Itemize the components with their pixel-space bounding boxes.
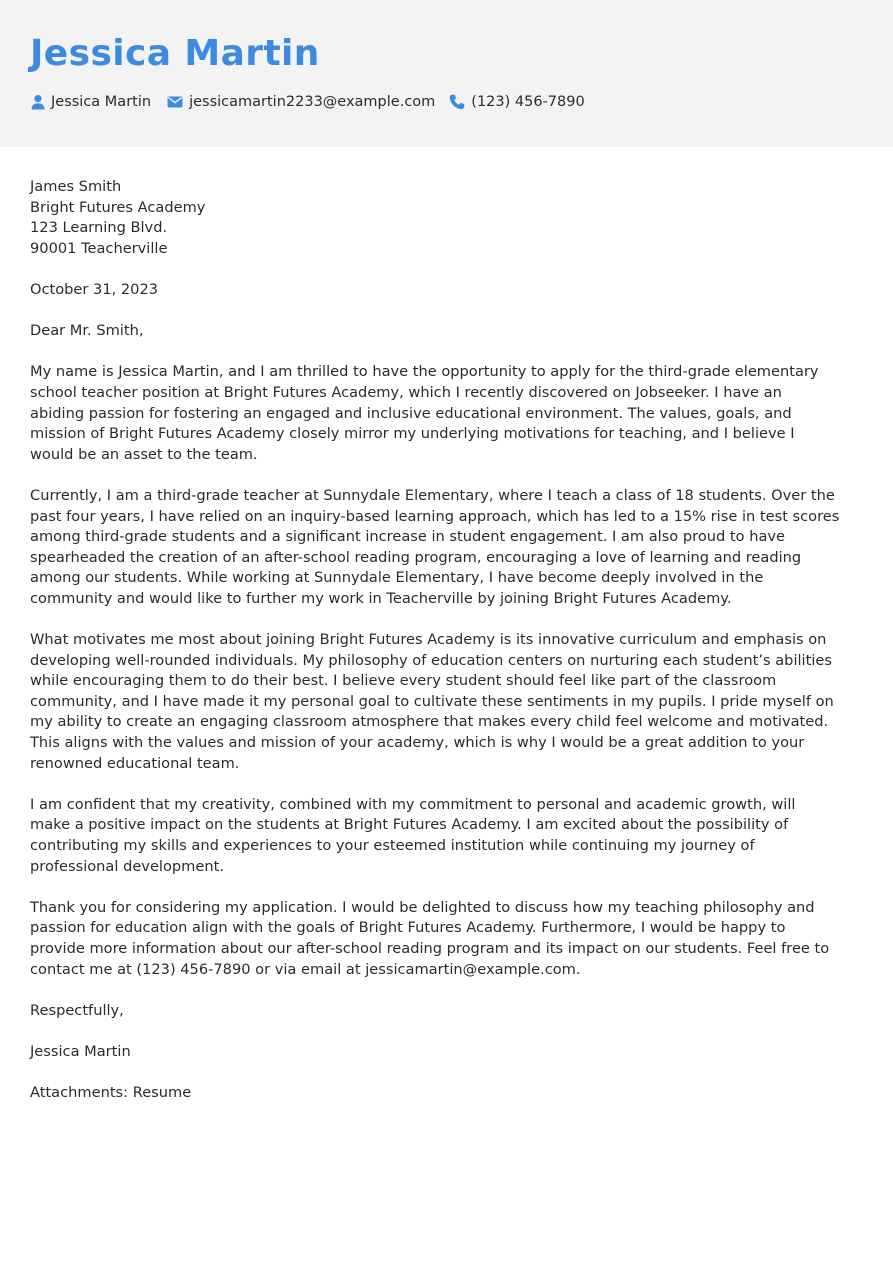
paragraph-line: make a positive impact on the students at Bright Futures Academy. I am excited about the possibility of bbox=[30, 816, 789, 834]
contact-email[interactable] bbox=[167, 94, 435, 110]
contact-phone-text[interactable]: (123) 456-7890 bbox=[471, 94, 585, 110]
paragraph-line: developing well-rounded individuals. My philosophy of education centers on nurturing each student’s abilities bbox=[30, 651, 832, 669]
paragraph-line: would be an asset to the team. bbox=[30, 445, 258, 463]
paragraph-line: abiding passion for fostering an engaged and inclusive educational environment. The values, goals, and bbox=[30, 404, 792, 422]
paragraph-line: professional development. bbox=[30, 857, 224, 875]
closing: Respectfully, bbox=[30, 1001, 124, 1019]
paragraph-line: provide more information about our after-school reading program and its impact on our students. Feel free to bbox=[30, 939, 830, 957]
signature: Jessica Martin bbox=[30, 1042, 131, 1060]
recipient-city: 90001 Teacherville bbox=[30, 239, 168, 257]
paragraph-line: My name is Jessica Martin, and I am thrilled to have the opportunity to apply for the third-grade elementary bbox=[30, 363, 819, 381]
paragraph-line: This aligns with the values and mission of your academy, which is why I would be a great addition to your bbox=[30, 734, 805, 752]
envelope-icon bbox=[167, 94, 183, 110]
paragraph-line: while encouraging them to do their best. I believe every student should feel like part of the classroom bbox=[30, 672, 777, 690]
contact-email-text[interactable]: jessicamartin2233@example.com bbox=[189, 94, 436, 110]
user-icon bbox=[30, 94, 46, 110]
paragraph-line: I am confident that my creativity, combined with my commitment to personal and academic growth, will bbox=[30, 795, 796, 813]
paragraph-line: among third-grade students and a significant increase in student engagement. I am also proud to have bbox=[30, 528, 785, 546]
recipient-address bbox=[30, 177, 862, 259]
paragraph-line: spearheaded the creation of an after-school reading program, encouraging a love of learning and reading bbox=[30, 548, 802, 566]
paragraph-experience bbox=[30, 486, 862, 610]
contact-name-text: Jessica Martin bbox=[51, 94, 152, 110]
paragraph-line: my ability to create an engaging classroom atmosphere that makes every child feel welcome and motivated. bbox=[30, 713, 829, 731]
paragraph-line: Thank you for considering my application. I would be delighted to discuss how my teaching philosophy and bbox=[30, 898, 815, 916]
paragraph-line: Currently, I am a third-grade teacher at Sunnydale Elementary, where I teach a class of 18 students. Over the bbox=[30, 486, 835, 504]
paragraph-line: renowned educational team. bbox=[30, 754, 240, 772]
letter-date: October 31, 2023 bbox=[30, 280, 159, 298]
contact-info bbox=[30, 92, 585, 112]
paragraph-line: past four years, I have relied on an inquiry-based learning approach, which has led to a 15% rise in test scores bbox=[30, 507, 840, 525]
applicant-name: Jessica Martin bbox=[30, 33, 320, 74]
phone-icon bbox=[449, 94, 465, 110]
recipient-organization: Bright Futures Academy bbox=[30, 198, 206, 216]
contact-name bbox=[30, 94, 151, 110]
paragraph-line: school teacher position at Bright Futures Academy, which I recently discovered on Jobseeker. I have an bbox=[30, 383, 782, 401]
paragraph-line: among our students. While working at Sunnydale Elementary, I have become deeply involved in the bbox=[30, 569, 764, 587]
letter-body bbox=[30, 177, 862, 1124]
paragraph-line: community, and I have made it my personal goal to cultivate these sentiments in my pupils. I pride myself on bbox=[30, 692, 834, 710]
paragraph-line: contributing my skills and experiences to your esteemed institution while continuing my journey of bbox=[30, 837, 755, 854]
paragraph-line: community and would like to further my work in Teacherville by joining Bright Futures Academy. bbox=[30, 589, 732, 607]
attachments: Attachments: Resume bbox=[30, 1084, 192, 1102]
paragraph-intro bbox=[30, 362, 862, 465]
paragraph-line: passion for education align with the goals of Bright Futures Academy. Furthermore, I would be happy to bbox=[30, 919, 786, 937]
paragraph-line: contact me at (123) 456-7890 or via email at jessicamartin@example.com. bbox=[30, 960, 581, 978]
paragraph-line: mission of Bright Futures Academy closely mirror my underlying motivations for teaching, and I believe I bbox=[30, 425, 795, 443]
paragraph-line: What motivates me most about joining Bright Futures Academy is its innovative curriculum and emphasis on bbox=[30, 631, 827, 649]
paragraph-thanks bbox=[30, 898, 862, 980]
paragraph-motivation bbox=[30, 630, 862, 774]
recipient-name: James Smith bbox=[30, 178, 122, 195]
recipient-street: 123 Learning Blvd. bbox=[30, 219, 168, 237]
letter-header bbox=[0, 0, 893, 147]
contact-phone[interactable] bbox=[449, 94, 584, 110]
paragraph-confidence bbox=[30, 795, 862, 877]
salutation: Dear Mr. Smith, bbox=[30, 322, 144, 340]
